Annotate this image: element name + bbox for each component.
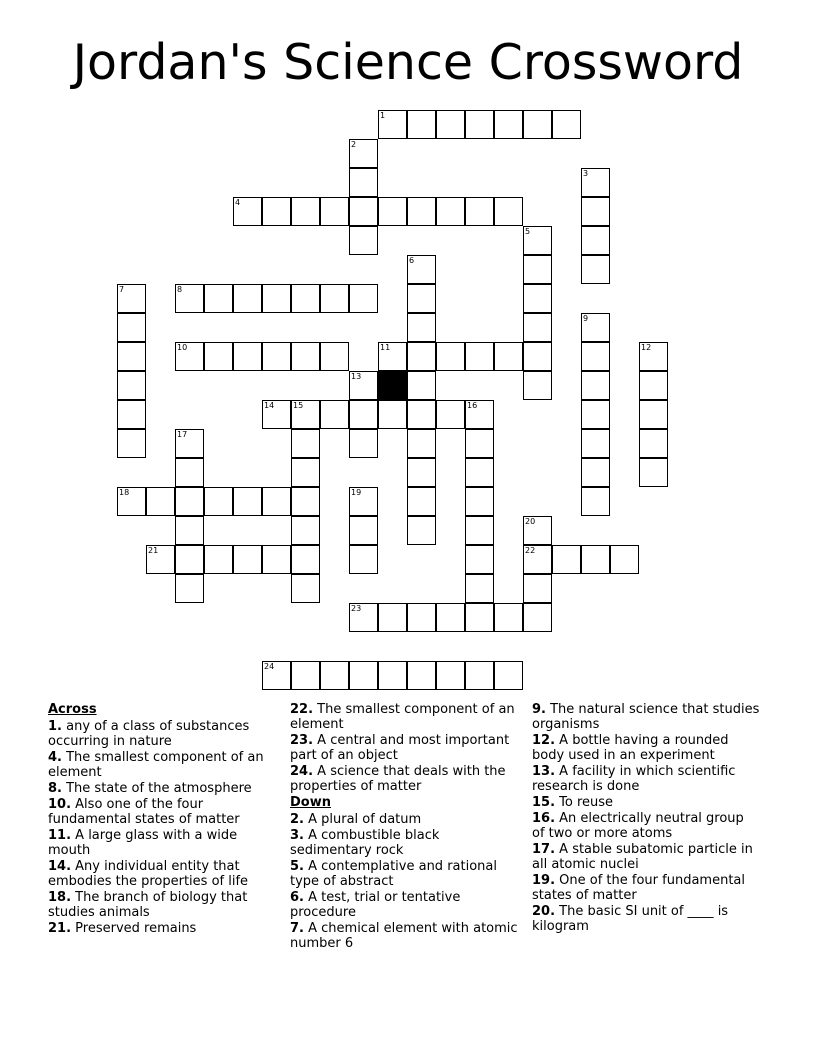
grid-cell[interactable] xyxy=(291,574,320,603)
clue-number: 12. xyxy=(532,733,556,748)
grid-cell[interactable] xyxy=(523,574,552,603)
grid-cell[interactable] xyxy=(581,168,610,197)
clue-number: 7. xyxy=(290,921,304,936)
grid-cell[interactable] xyxy=(523,255,552,284)
grid-cell[interactable] xyxy=(581,197,610,226)
grid-cell[interactable] xyxy=(407,400,436,429)
clue xyxy=(48,797,276,827)
clue-text: A science that deals with the properties of matter xyxy=(290,764,506,794)
clue-number: 6 xyxy=(409,256,415,265)
grid-cell[interactable] xyxy=(175,487,204,516)
grid-cell[interactable] xyxy=(494,603,523,632)
clue-number: 24. xyxy=(290,764,314,779)
grid-cell[interactable] xyxy=(610,545,639,574)
clue-number: 20 xyxy=(525,517,536,526)
grid-cell[interactable] xyxy=(494,661,523,690)
clue-text: Preserved remains xyxy=(71,921,197,936)
clue xyxy=(290,921,518,951)
grid-cell[interactable] xyxy=(581,226,610,255)
clue-text: Any individual entity that embodies the properties of life xyxy=(48,859,249,889)
grid-cell[interactable] xyxy=(494,197,523,226)
clue-text: The state of the atmosphere xyxy=(61,781,252,796)
clue-text: The natural science that studies organisms xyxy=(532,702,760,732)
clue-text: A plural of datum xyxy=(303,812,422,827)
grid-cell[interactable] xyxy=(291,545,320,574)
grid-cell[interactable] xyxy=(349,516,378,545)
grid-cell[interactable] xyxy=(494,110,523,139)
clue-text: A contemplative and rational type of abstract xyxy=(290,859,497,889)
grid-cell[interactable] xyxy=(349,487,378,516)
grid-cell[interactable] xyxy=(349,603,378,632)
grid-cell[interactable] xyxy=(233,342,262,371)
clues-column-2 xyxy=(290,702,518,952)
clue-number: 22 xyxy=(525,546,536,555)
clue-text: To reuse xyxy=(555,795,614,810)
clue-number: 3 xyxy=(583,169,589,178)
grid-cell[interactable] xyxy=(465,458,494,487)
grid-cell[interactable] xyxy=(639,458,668,487)
clue-number: 2 xyxy=(351,140,357,149)
grid-cell[interactable] xyxy=(436,603,465,632)
clue xyxy=(290,702,518,732)
grid-cell[interactable] xyxy=(465,661,494,690)
grid-cell[interactable] xyxy=(581,429,610,458)
grid-cell[interactable] xyxy=(523,516,552,545)
clue-number: 16 xyxy=(467,401,478,410)
clue-number: 14. xyxy=(48,859,72,874)
grid-cell[interactable] xyxy=(233,545,262,574)
grid-cell[interactable] xyxy=(407,429,436,458)
grid-cell[interactable] xyxy=(204,545,233,574)
grid-cell[interactable] xyxy=(175,429,204,458)
grid-cell[interactable] xyxy=(465,197,494,226)
clue-number: 22. xyxy=(290,702,314,717)
clue-text: A facility in which scientific research is done xyxy=(532,764,736,794)
grid-cell[interactable] xyxy=(407,313,436,342)
grid-cell[interactable] xyxy=(349,168,378,197)
clue xyxy=(290,828,518,858)
grid-cell[interactable] xyxy=(465,545,494,574)
grid-cell[interactable] xyxy=(291,487,320,516)
clue-number: 3. xyxy=(290,828,304,843)
grid-cell[interactable] xyxy=(349,139,378,168)
clue-number: 5 xyxy=(525,227,531,236)
clue xyxy=(290,764,518,794)
grid-cell[interactable] xyxy=(291,400,320,429)
grid-cell[interactable] xyxy=(378,110,407,139)
grid-cell[interactable] xyxy=(523,603,552,632)
clue-number: 21. xyxy=(48,921,72,936)
grid-cell[interactable] xyxy=(639,342,668,371)
grid-cell[interactable] xyxy=(204,487,233,516)
clue-number: 12 xyxy=(641,343,652,352)
grid-cell[interactable] xyxy=(146,545,175,574)
grid-cell[interactable] xyxy=(175,342,204,371)
grid-cell[interactable] xyxy=(436,400,465,429)
grid-cell[interactable] xyxy=(320,284,349,313)
grid-cell[interactable] xyxy=(407,255,436,284)
grid-cell[interactable] xyxy=(117,371,146,400)
clue-number: 1 xyxy=(380,111,386,120)
grid-cell[interactable] xyxy=(175,516,204,545)
grid-cell[interactable] xyxy=(320,342,349,371)
clue-number: 23. xyxy=(290,733,314,748)
clue-text: A stable subatomic particle in all atomic nuclei xyxy=(532,842,753,872)
clue xyxy=(290,812,518,827)
grid-cell[interactable] xyxy=(639,400,668,429)
clue xyxy=(48,828,276,858)
grid-cell[interactable] xyxy=(639,371,668,400)
grid-cell[interactable] xyxy=(349,371,378,400)
clue-text: The smallest component of an element xyxy=(290,702,515,732)
grid-cell[interactable] xyxy=(407,371,436,400)
clue-text: A chemical element with atomic number 6 xyxy=(290,921,518,951)
grid-cell[interactable] xyxy=(407,661,436,690)
grid-cell[interactable] xyxy=(465,516,494,545)
grid-cell[interactable] xyxy=(291,458,320,487)
grid-cell[interactable] xyxy=(581,255,610,284)
grid-cell[interactable] xyxy=(349,197,378,226)
grid-cell[interactable] xyxy=(378,661,407,690)
clue xyxy=(290,733,518,763)
clue-number: 13 xyxy=(351,372,362,381)
clue-number: 19. xyxy=(532,873,556,888)
grid-cell[interactable] xyxy=(349,284,378,313)
clue-number: 5. xyxy=(290,859,304,874)
grid-cell[interactable] xyxy=(262,197,291,226)
clue xyxy=(290,859,518,889)
grid-cell[interactable] xyxy=(320,197,349,226)
clue-number: 17. xyxy=(532,842,556,857)
clue-number: 15 xyxy=(293,401,304,410)
clue xyxy=(532,702,760,732)
clue-number: 24 xyxy=(264,662,275,671)
grid-cell[interactable] xyxy=(349,545,378,574)
clue-text: A central and most important part of an object xyxy=(290,733,510,763)
clue-text: A combustible black sedimentary rock xyxy=(290,828,440,858)
grid-cell[interactable] xyxy=(523,313,552,342)
grid-cell[interactable] xyxy=(436,197,465,226)
clue xyxy=(532,873,760,903)
grid-cell[interactable] xyxy=(465,487,494,516)
clue-number: 20. xyxy=(532,904,556,919)
clues-column-1 xyxy=(48,702,276,937)
grid-cell[interactable] xyxy=(117,284,146,313)
grid-cell[interactable] xyxy=(320,661,349,690)
clue xyxy=(48,890,276,920)
grid-cell[interactable] xyxy=(523,342,552,371)
clue-text: The basic SI unit of ____ is kilogram xyxy=(532,904,729,934)
clue-text: An electrically neutral group of two or more atoms xyxy=(532,811,744,841)
grid-cell[interactable] xyxy=(349,400,378,429)
grid-cell[interactable] xyxy=(291,197,320,226)
grid-cell[interactable] xyxy=(494,342,523,371)
puzzle-title: Jordan's Science Crossword xyxy=(72,34,744,91)
grid-cell[interactable] xyxy=(581,400,610,429)
grid-cell[interactable] xyxy=(291,284,320,313)
grid-cell[interactable] xyxy=(291,516,320,545)
grid-cell[interactable] xyxy=(639,429,668,458)
grid-cell[interactable] xyxy=(349,661,378,690)
grid-cell[interactable] xyxy=(407,110,436,139)
grid-cell[interactable] xyxy=(523,226,552,255)
clue-text: A test, trial or tentative procedure xyxy=(290,890,461,920)
clue-text: One of the four fundamental states of matter xyxy=(532,873,745,903)
clue-number: 17 xyxy=(177,430,188,439)
clue-number: 18. xyxy=(48,890,72,905)
grid-cell[interactable] xyxy=(175,458,204,487)
grid-cell[interactable] xyxy=(175,574,204,603)
grid-cell[interactable] xyxy=(407,603,436,632)
grid-cell[interactable] xyxy=(262,661,291,690)
grid-cell[interactable] xyxy=(262,342,291,371)
clue-number: 8. xyxy=(48,781,62,796)
clue xyxy=(48,750,276,780)
grid-cell[interactable] xyxy=(233,197,262,226)
clue xyxy=(48,781,276,796)
clue xyxy=(532,842,760,872)
grid-cell[interactable] xyxy=(291,661,320,690)
clue-number: 18 xyxy=(119,488,130,497)
clue-number: 6. xyxy=(290,890,304,905)
grid-cell[interactable] xyxy=(436,110,465,139)
clue-number: 11 xyxy=(380,343,391,352)
grid-cell[interactable] xyxy=(117,400,146,429)
clue-number: 16. xyxy=(532,811,556,826)
black-cell xyxy=(378,371,407,400)
clue xyxy=(48,921,276,936)
grid-cell[interactable] xyxy=(523,371,552,400)
grid-cell[interactable] xyxy=(581,458,610,487)
grid-cell[interactable] xyxy=(378,603,407,632)
grid-cell[interactable] xyxy=(262,487,291,516)
grid-cell[interactable] xyxy=(581,342,610,371)
clue xyxy=(48,859,276,889)
clue-number: 9. xyxy=(532,702,546,717)
grid-cell[interactable] xyxy=(581,313,610,342)
grid-cell[interactable] xyxy=(117,342,146,371)
grid-cell[interactable] xyxy=(465,400,494,429)
grid-cell[interactable] xyxy=(291,342,320,371)
grid-cell[interactable] xyxy=(581,545,610,574)
grid-cell[interactable] xyxy=(581,487,610,516)
grid-cell[interactable] xyxy=(262,545,291,574)
grid-cell[interactable] xyxy=(552,110,581,139)
grid-cell[interactable] xyxy=(436,342,465,371)
grid-cell[interactable] xyxy=(349,226,378,255)
grid-cell[interactable] xyxy=(581,371,610,400)
section-heading: Across xyxy=(48,702,97,717)
clue-number: 21 xyxy=(148,546,159,555)
grid-cell[interactable] xyxy=(552,545,581,574)
grid-cell[interactable] xyxy=(523,110,552,139)
grid-cell[interactable] xyxy=(146,487,175,516)
grid-cell[interactable] xyxy=(465,603,494,632)
grid-cell[interactable] xyxy=(436,661,465,690)
clue-text: A large glass with a wide mouth xyxy=(48,828,238,858)
grid-cell[interactable] xyxy=(233,284,262,313)
clue-text: Also one of the four fundamental states of matter xyxy=(48,797,240,827)
grid-cell[interactable] xyxy=(378,197,407,226)
grid-cell[interactable] xyxy=(407,197,436,226)
clue-number: 13. xyxy=(532,764,556,779)
grid-cell[interactable] xyxy=(407,284,436,313)
grid-cell[interactable] xyxy=(117,313,146,342)
grid-cell[interactable] xyxy=(407,342,436,371)
grid-cell[interactable] xyxy=(204,342,233,371)
grid-cell[interactable] xyxy=(320,400,349,429)
clue-number: 23 xyxy=(351,604,362,613)
grid-cell[interactable] xyxy=(175,284,204,313)
grid-cell[interactable] xyxy=(465,110,494,139)
clue-number: 9 xyxy=(583,314,589,323)
clue xyxy=(532,904,760,934)
clue-number: 7 xyxy=(119,285,125,294)
grid-cell[interactable] xyxy=(378,400,407,429)
grid-cell[interactable] xyxy=(465,574,494,603)
clue xyxy=(48,719,276,749)
clue-number: 1. xyxy=(48,719,62,734)
grid-cell[interactable] xyxy=(262,284,291,313)
grid-cell[interactable] xyxy=(117,487,146,516)
clue xyxy=(532,764,760,794)
clue-number: 15. xyxy=(532,795,556,810)
clue-number: 2. xyxy=(290,812,304,827)
section-heading: Down xyxy=(290,795,331,810)
grid-cell[interactable] xyxy=(291,429,320,458)
grid-cell[interactable] xyxy=(233,487,262,516)
grid-cell[interactable] xyxy=(175,545,204,574)
grid-cell[interactable] xyxy=(407,458,436,487)
clue-text: The smallest component of an element xyxy=(48,750,264,780)
grid-cell[interactable] xyxy=(117,429,146,458)
grid-cell[interactable] xyxy=(204,284,233,313)
clue-number: 4 xyxy=(235,198,241,207)
clues-column-3 xyxy=(532,702,760,935)
grid-cell[interactable] xyxy=(262,400,291,429)
clue-text: The branch of biology that studies animals xyxy=(48,890,248,920)
grid-cell[interactable] xyxy=(465,429,494,458)
grid-cell[interactable] xyxy=(465,342,494,371)
clue-number: 8 xyxy=(177,285,183,294)
clue-text: any of a class of substances occurring in nature xyxy=(48,719,250,749)
clue-number: 4. xyxy=(48,750,62,765)
clue xyxy=(532,795,760,810)
clue xyxy=(290,890,518,920)
clue-number: 10. xyxy=(48,797,72,812)
clue-text: A bottle having a rounded body used in an experiment xyxy=(532,733,729,763)
grid-cell[interactable] xyxy=(407,516,436,545)
clue-number: 10 xyxy=(177,343,188,352)
clue-number: 11. xyxy=(48,828,72,843)
clue-number: 19 xyxy=(351,488,362,497)
grid-cell[interactable] xyxy=(523,284,552,313)
grid-cell[interactable] xyxy=(349,429,378,458)
clue xyxy=(532,733,760,763)
grid-cell[interactable] xyxy=(523,545,552,574)
clue xyxy=(532,811,760,841)
grid-cell[interactable] xyxy=(378,342,407,371)
grid-cell[interactable] xyxy=(407,487,436,516)
clue-number: 14 xyxy=(264,401,275,410)
